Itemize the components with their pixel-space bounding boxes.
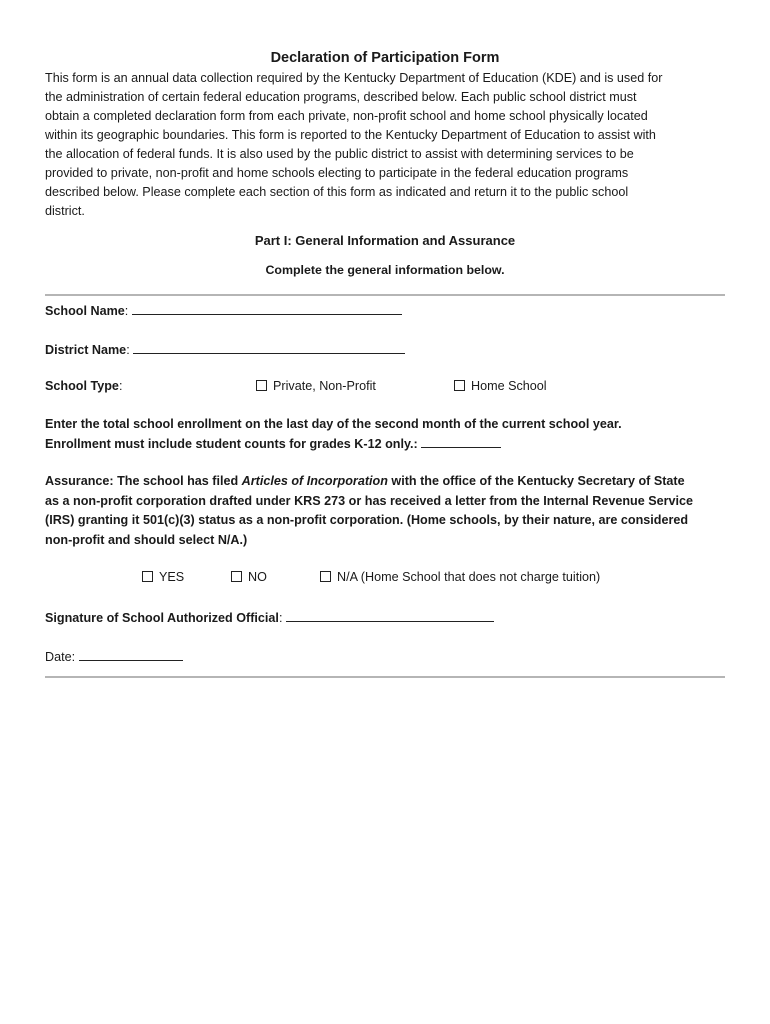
assurance-line: non-profit and should select N/A.) <box>45 532 248 547</box>
school-type-row: School Type: <box>45 379 123 393</box>
signature-row: Signature of School Authorized Official: <box>45 608 494 625</box>
school-name-field[interactable] <box>132 301 402 315</box>
date-row: Date: <box>45 647 183 664</box>
date-label: Date <box>45 650 72 664</box>
intro-line: This form is an annual data collection required by the Kentucky Department of Education (KDE) and is used for <box>45 71 663 85</box>
assurance-yes-option[interactable] <box>142 570 184 584</box>
signature-field[interactable] <box>286 608 494 622</box>
enrollment-field[interactable] <box>421 435 501 448</box>
assurance-no-option[interactable] <box>231 570 267 584</box>
intro-line: the administration of certain federal education programs, described below. Each public school district must <box>45 90 637 104</box>
option-label: Home School <box>471 379 547 393</box>
school-type-home-option[interactable] <box>454 379 547 393</box>
school-name-label: School Name <box>45 304 125 318</box>
signature-label: Signature of School Authorized Official <box>45 611 279 625</box>
enrollment-line-text: Enrollment must include student counts for grades K-12 only. <box>45 436 414 451</box>
enrollment-line-2: Enrollment must include student counts for grades K-12 only.: <box>45 435 622 455</box>
assurance-paragraph <box>45 472 693 550</box>
checkbox-icon[interactable] <box>142 571 153 582</box>
intro-line: described below. Please complete each section of this form as indicated and return it to the public school <box>45 185 629 199</box>
school-name-row: School Name: <box>45 301 402 318</box>
option-label: YES <box>159 570 185 584</box>
intro-line: district. <box>45 204 85 218</box>
assurance-na-option[interactable] <box>320 570 600 584</box>
intro-paragraph <box>45 69 735 221</box>
intro-line: provided to private, non-profit and home schools electing to participate in the federal education programs <box>45 166 629 180</box>
assurance-line: as a non-profit corporation drafted under KRS 273 or has received a letter from the Internal Revenue Service <box>45 493 694 508</box>
enrollment-instructions <box>45 415 622 454</box>
assurance-text: with the office of the Kentucky Secretary of State <box>387 474 685 488</box>
district-name-field[interactable] <box>133 340 405 354</box>
intro-line: within its geographic boundaries. This form is reported to the Kentucky Department of Education to assist with <box>45 128 656 142</box>
checkbox-icon[interactable] <box>231 571 242 582</box>
checkbox-icon[interactable] <box>256 380 267 391</box>
option-label: Private, Non-Profit <box>273 379 376 393</box>
intro-line: the allocation of federal funds. It is also used by the public district to assist with determining services to be <box>45 147 634 161</box>
form-title: Declaration of Participation Form <box>270 50 500 66</box>
option-label: NO <box>248 570 267 584</box>
intro-line: obtain a completed declaration form from each private, non-profit school and home school physically located <box>45 109 648 123</box>
part-subtitle: Complete the general information below. <box>265 263 505 277</box>
assurance-line <box>45 472 693 492</box>
option-label: N/A (Home School that does not charge tuition) <box>337 570 601 584</box>
assurance-line: (IRS) granting it 501(c)(3) status as a non-profit corporation. (Home schools, by their nature, are considered <box>45 513 689 527</box>
district-name-label: District Name <box>45 343 127 357</box>
checkbox-icon[interactable] <box>320 571 331 582</box>
school-type-private-option[interactable] <box>256 379 376 393</box>
checkbox-icon[interactable] <box>454 380 465 391</box>
district-name-row: District Name: <box>45 340 405 357</box>
assurance-text: Assurance: The school has filed <box>45 474 242 488</box>
part-title: Part I: General Information and Assurance <box>254 233 516 248</box>
enrollment-line: Enter the total school enrollment on the last day of the second month of the current school year. <box>45 417 622 431</box>
section-divider-top <box>45 294 725 296</box>
articles-of-incorporation-text: Articles of Incorporation <box>241 474 388 488</box>
school-type-label: School Type <box>45 379 119 393</box>
section-divider-bottom <box>45 676 725 678</box>
date-field[interactable] <box>79 647 183 661</box>
